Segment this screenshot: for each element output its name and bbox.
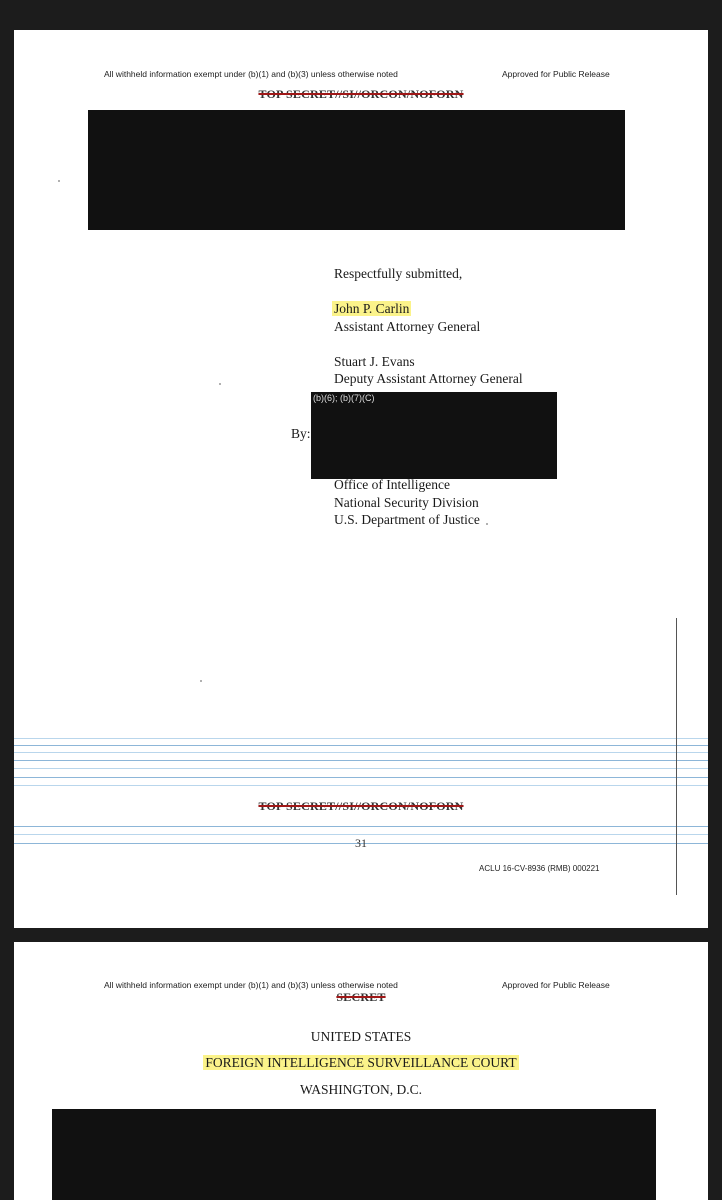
scan-speck — [219, 383, 221, 385]
office-line-3: U.S. Department of Justice — [334, 512, 480, 527]
scan-rule — [14, 834, 708, 835]
bates-number: ACLU 16-CV-8936 (RMB) 000221 — [479, 864, 600, 873]
redaction-block-bottom — [52, 1109, 656, 1200]
exemption-header: All withheld information exempt under (b)(1) and (b)(3) unless otherwise noted — [104, 980, 398, 990]
scan-rule — [14, 745, 708, 746]
release-header: Approved for Public Release — [502, 980, 610, 990]
signer-title: Assistant Attorney General — [334, 319, 481, 334]
scan-rule — [14, 785, 708, 786]
release-header: Approved for Public Release — [502, 69, 610, 79]
office-line-2: National Security Division — [334, 495, 479, 510]
scan-rule — [14, 752, 708, 753]
scan-rule — [14, 826, 708, 827]
by-label: By: — [291, 426, 311, 441]
classification-marking-bottom: TOP SECRET//SI//ORCON/NOFORN — [258, 799, 464, 813]
scan-rule — [14, 768, 708, 769]
office-line-1: Office of Intelligence — [334, 477, 450, 492]
second-signer-title: Deputy Assistant Attorney General — [334, 371, 523, 386]
closing-text: Respectfully submitted, — [334, 266, 463, 281]
scan-speck — [200, 680, 202, 682]
scan-rule — [14, 760, 708, 761]
redaction-exemption-label: (b)(6); (b)(7)(C) — [313, 393, 375, 403]
scan-rule — [14, 738, 708, 739]
court-country-line: UNITED STATES — [310, 1029, 412, 1044]
page-number: 31 — [355, 836, 367, 850]
second-signer-name: Stuart J. Evans — [334, 354, 415, 369]
court-location-line: WASHINGTON, D.C. — [299, 1082, 422, 1097]
signer-name-highlighted: John P. Carlin — [334, 301, 410, 316]
scan-speck — [486, 523, 488, 525]
court-name-highlighted: FOREIGN INTELLIGENCE SURVEILLANCE COURT — [205, 1055, 517, 1070]
redaction-block-top — [88, 110, 625, 230]
scan-speck — [58, 180, 60, 182]
redaction-block-signature — [311, 392, 557, 479]
scan-rule — [14, 777, 708, 778]
classification-marking-top: SECRET — [336, 990, 386, 1004]
exemption-header: All withheld information exempt under (b)(1) and (b)(3) unless otherwise noted — [104, 69, 398, 79]
classification-marking-top: TOP SECRET//SI//ORCON/NOFORN — [258, 87, 464, 101]
document-page-next — [14, 942, 708, 1200]
scan-edge-line — [676, 618, 677, 895]
document-page-31 — [14, 30, 708, 928]
